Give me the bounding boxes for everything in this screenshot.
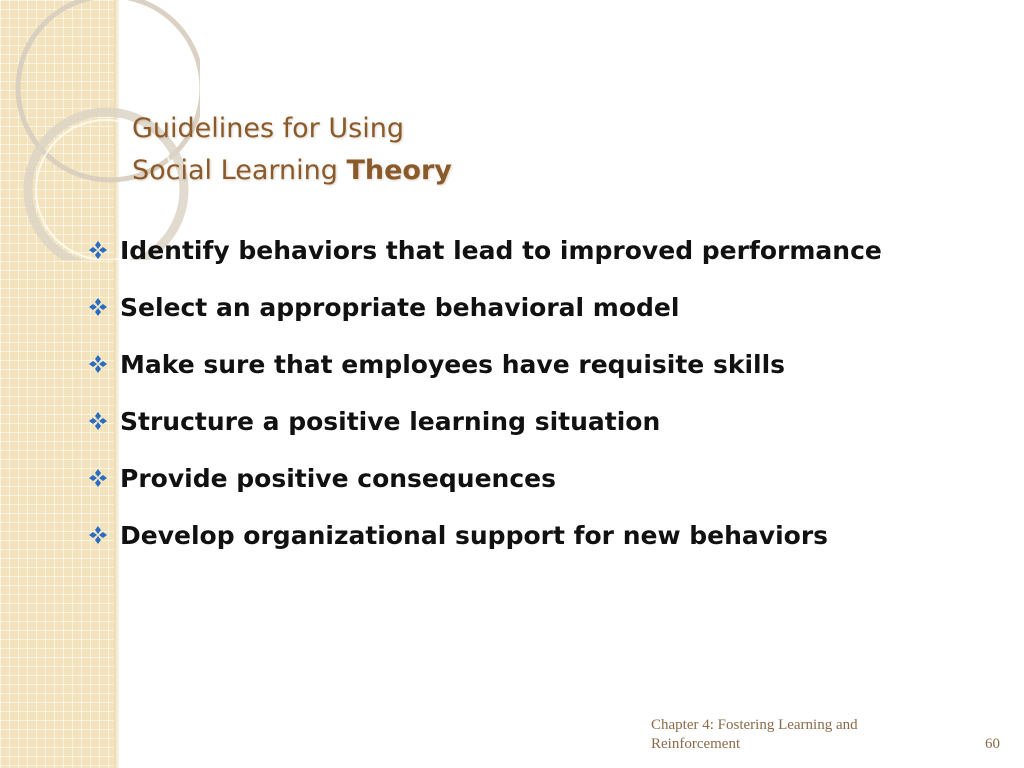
title-line-1: Guidelines for Using [132,113,404,144]
title-line-2-bold: Theory [346,155,452,186]
footer-chapter [651,716,921,754]
diamond-bullet-icon [88,511,120,545]
diamond-bullet-icon [88,454,120,488]
diamond-bullet-icon [88,283,120,317]
page-number: 60 [985,736,1000,752]
footer-chapter-line-1: Chapter 4: Fostering Learning and [651,717,858,733]
bullet-text: Make sure that employees have requisite skills [120,350,786,379]
bullet-text: Develop organizational support for new behaviors [120,521,829,550]
list-item [88,226,988,276]
list-item [88,454,988,504]
bullet-text: Provide positive consequences [120,464,556,493]
bullet-text: Select an appropriate behavioral model [120,293,680,322]
title-line-2-regular: Social Learning [132,155,338,186]
bullet-text: Structure a positive learning situation [120,407,661,436]
diamond-bullet-icon [88,226,120,260]
list-item [88,397,988,447]
diamond-bullet-icon [88,340,120,374]
diamond-bullet-icon [88,397,120,431]
slide-title [132,108,452,192]
list-item [88,340,988,390]
bullet-text: Identify behaviors that lead to improved performance [120,236,882,265]
footer-chapter-line-2: Reinforcement [651,736,741,752]
bullet-list [88,226,988,568]
list-item [88,283,988,333]
list-item [88,511,988,561]
